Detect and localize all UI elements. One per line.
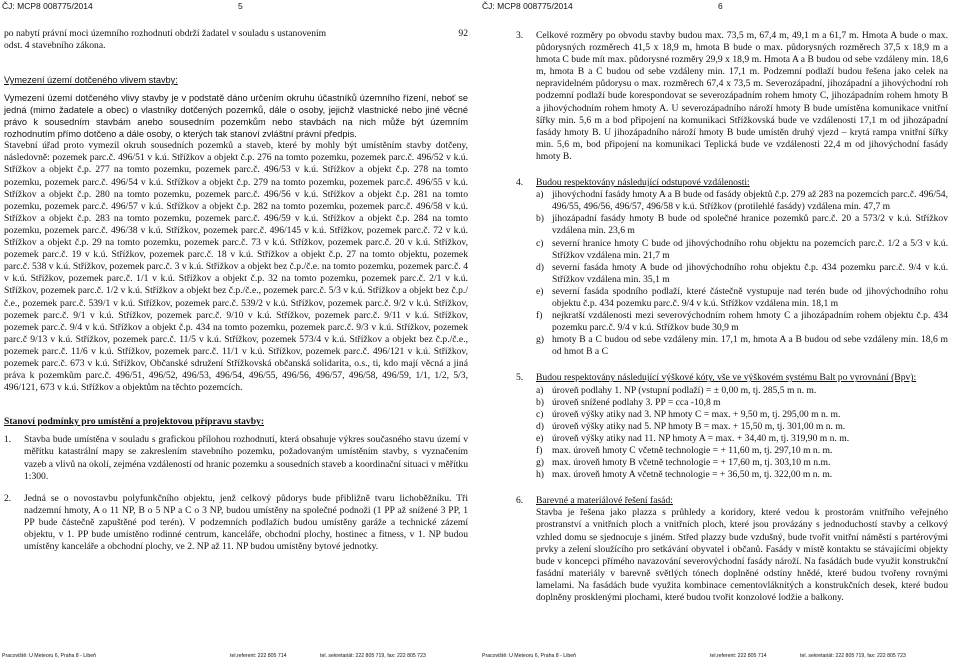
sub-item-text: max. úroveň hmoty B včetně technologie = + 17,60 m, tj. 303,10 m n.m. bbox=[552, 457, 831, 469]
footer-workplace: Pracoviště: U Meteoru 6, Praha 8 - Libeň bbox=[482, 653, 576, 659]
footer-referent: tel.referent: 222 805 714 bbox=[710, 653, 767, 659]
sub-item-text: jihozápadní fasády hmoty B bude od společné hranice pozemků parc.č. 20 a 573/2 v k.ú. Střížkov vzdálena min. 23,6 m bbox=[552, 213, 948, 237]
condition-number: 2. bbox=[4, 492, 12, 504]
sub-item bbox=[536, 433, 948, 445]
document-reference: ČJ: MCP8 008775/2014 bbox=[2, 1, 93, 11]
condition-text: Jedná se o novostavbu polyfunkčního objektu, jenž celkový půdorys bude přibližně tvaru lichoběžníku. Tři nadzemní hmoty, A o 11 NP, B o 5 NP a C o 3 NP, budou umístěny na společné podnoži (1 PP až snížené 3 PP, 1 PP bude částečně zapuštěné pod terén). V podzemních podlažích budou umístěny garáže a technické zázemí objektu, v 1. PP bude umístěno rodinné centrum, kanceláře, obchodní plochy, hostinec a fitness, v 1. NP budou umístěny kanceláře a obchodní plochy, ve 2. NP až 11. NP budou umístěny bytové jednotky. bbox=[24, 492, 468, 553]
sub-item-text: max. úroveň hmoty A včetně technologie = + 36,50 m, tj. 322,00 m n. m. bbox=[552, 469, 833, 481]
sub-item bbox=[536, 445, 948, 457]
sub-item bbox=[536, 262, 948, 286]
page-body bbox=[4, 28, 468, 553]
conditions-heading: Stanoví podmínky pro umístění a projektovou přípravu stavby: bbox=[4, 416, 265, 428]
condition-number: 3. bbox=[516, 30, 524, 41]
sub-item bbox=[536, 334, 948, 358]
sub-item-letter: a) bbox=[536, 189, 544, 201]
sub-item-text: jihovýchodní fasády hmoty A a B bude od fasády objektů č.p. 279 až 283 na pozemcích parc.č. 496/54, 496/55, 496/56, 496/57, 496/58 v k.ú. Střížkov (protilehlé fasády) vzdálena min. 47,7 m bbox=[552, 189, 948, 213]
sub-item-letter: d) bbox=[536, 261, 544, 273]
sub-item-text: úroveň podlahy 1. NP (vstupní podlaží) = ± 0,00 m, tj. 285,5 m n. m. bbox=[552, 384, 817, 396]
sub-item-letter: b) bbox=[536, 213, 544, 225]
footer-referent: tel.referent: 222 805 714 bbox=[230, 653, 287, 659]
sub-item bbox=[536, 409, 948, 421]
condition-item bbox=[4, 493, 468, 553]
sub-item-letter: e) bbox=[536, 432, 544, 444]
sub-item bbox=[536, 189, 948, 213]
page-header bbox=[0, 0, 470, 12]
sub-item-text: max. úroveň hmoty C včetně technologie = + 11,60 m, tj. 297,10 m n. m. bbox=[552, 445, 833, 456]
condition-number: 5. bbox=[516, 372, 524, 384]
condition-text: Stavba bude umístěna v souladu s grafickou přílohou rozhodnutí, která obsahuje výkres současného stavu území v měřítku katastrální mapy se zakreslením stavebního pozemku, požadovaným umístěním stavby, s vyznačením vazeb a vlivů na okolí, zejména vzdáleností od hranic pozemku a sousedních staveb a koordinační situaci v měřítku 1:300. bbox=[24, 434, 468, 482]
sub-item-text: severní fasáda hmoty A bude od jihovýchodního rohu objektu č.p. 434 pozemku parc.č. 9/4 v k.ú. Střížkov vzdálena min. 35,1 m bbox=[552, 261, 948, 285]
section-heading: Vymezení území dotčeného vlivem stavby: bbox=[4, 75, 178, 86]
condition-item bbox=[516, 495, 948, 604]
sub-item-text: hmoty B a C budou od sebe vzdáleny min. 17,1 m, hmota A a B budou od sebe vzdáleny min. 18,6 m od hmot B a C bbox=[552, 334, 948, 358]
footer-secretariat: tel. sekretariát: 222 805 719, fax: 222 805 723 bbox=[800, 653, 906, 659]
condition-heading: Budou respektovány následující výškové kóty, vše ve výškovém systému Balt po vyrovnání (Bpv): bbox=[536, 372, 917, 384]
page-right bbox=[480, 0, 960, 662]
sub-item-letter: e) bbox=[536, 285, 544, 297]
sub-item bbox=[536, 385, 948, 397]
footer-secretariat: tel. sekretariát: 222 805 719, fax: 222 805 723 bbox=[320, 653, 426, 659]
sub-item bbox=[536, 421, 948, 433]
sub-item-letter: d) bbox=[536, 420, 544, 432]
sub-item-letter: b) bbox=[536, 396, 544, 408]
sub-item-text: severní hranice hmoty C bude od jihovýchodního rohu objektu na pozemcích parc.č. 1/2 a 5/3 v k.ú. Střížkov vzdálena min. 21,7 m bbox=[552, 237, 948, 261]
condition-text: Celkové rozměry po obvodu stavby budou max. 73,5 m, 67,4 m, 49,1 m a 61,7 m. Hmota A bude o max. půdorysných rozměrech 41,5 x 18,9 m, hmota B bude o max. půdorysných rozměrech 37,5 x 18,9 m a hmota C bude mít max. půdorysné rozměry 29,9 x 18,9 m. Hmota A a B budou od sebe vzdáleny min. 18,6 m, hmota B a C budou od sebe vzdáleny min. 17,1 m. Podzemní podlaží budou řešena jako celek na nepravidelném půdorysu o max. rozměrech 67,4 x 73,5 m. Severozápadní, jihozápadní a jihovýchodní roh podzemní podlaží bude korespondovat se severozápadním rohem hmoty C, jihozápadním rohem hmoty B a jihovýchodním rohem hmoty A. U severozápadního nároží hmoty B bude umístěna komunikace vnitřní šířky min. 5,6 m a bod připojení na komunikaci Střížkovská bude ve vzdálenosti 17,1 m od jihozápadní fasády hmoty B. U jihozápadního nároží hmoty B bude umístěn druhý vjezd – krytá rampa vnitřní šířky min. 5,6 m, bod připojení na komunikaci Teplická bude ve vzdálenosti 22,4 m od jihovýchodní fasády hmoty B. bbox=[536, 30, 948, 162]
sub-item-letter: a) bbox=[536, 384, 544, 396]
condition-number: 4. bbox=[516, 177, 524, 189]
sub-item-letter: f) bbox=[536, 310, 543, 322]
sub-item-letter: g) bbox=[536, 457, 544, 469]
sub-item bbox=[536, 213, 948, 237]
sub-item-text: úroveň snížené podlahy 3. PP = cca -10,8 m bbox=[552, 396, 721, 408]
sub-item-letter: c) bbox=[536, 408, 544, 420]
page-header bbox=[480, 0, 950, 12]
page-number: 5 bbox=[238, 1, 243, 11]
sub-item-text: úroveň výšky atiky nad 3. NP hmoty C = max. + 9,50 m, tj. 295,00 m n. m. bbox=[552, 408, 841, 420]
sub-item bbox=[536, 310, 948, 334]
intro-line-1: po nabytí právní moci územního rozhodnutí obdrží žadatel v souladu s ustanovením bbox=[4, 28, 327, 39]
page-footer bbox=[480, 650, 958, 662]
page-number: 6 bbox=[718, 1, 723, 11]
sub-item bbox=[536, 469, 948, 481]
affected-area-paragraph: Vymezení území dotčeného vlivy stavby je v podstatě dáno určením okruhu účastníků územního řízení, neboť se jedná (mimo žadatele a obec) o vlastníky dotčených pozemků, dále o osoby, jejichž vlastnické nebo jiné věcné právo k sousedním stavbám anebo sousedním pozemkům nebo stavbách na nich může být územním rozhodnutím přímo dotčeno a dále osoby, o kterých tak stanoví zvláštní právní předpis. bbox=[4, 93, 468, 140]
sub-item-text: severní fasáda spodního podlaží, které částečně vystupuje nad terén bude od jihovýchodního rohu objektu č.p. 434 pozemku parc.č. 9/4 v k.ú. Střížkov vzdálena min. 18,1 m bbox=[552, 285, 948, 309]
sub-item-letter: c) bbox=[536, 237, 544, 249]
sub-item-text: úroveň výšky atiky nad 5. NP hmoty B = max. + 15,50 m, tj. 301,00 m n. m. bbox=[552, 420, 846, 432]
condition-number: 6. bbox=[516, 495, 524, 507]
neighbour-plots-paragraph: Stavební úřad proto vymezil okruh sousedních pozemků a staveb, které by mohly být umístěním stavby dotčeny, následovně: pozemek parc.č. 496/51 v k.ú. Střížkov a objekt č.p. 276 na tomto pozemku, pozemek parc.č. 496/52 v k.ú. Střížkov a objekt č.p. 277 na tomto pozemku, pozemek parc.č. 496/53 v k.ú. Střížkov a objekt č.p. 278 na tomto pozemku, pozemek parc.č. 496/54 v k.ú. Střížkov a objekt č.p. 279 na tomto pozemku, pozemek parc.č. 496/55 v k.ú. Střížkov a objekt č.p. 280 na tomto pozemku, pozemek parc.č. 496/56 v k.ú. Střížkov a objekt č.p. 281 na tomto pozemku, pozemek parc.č. 496/57 v k.ú. Střížkov a objekt č.p. 282 na tomto pozemku, pozemek parc.č. 496/58 v k.ú. Střížkov a objekt č.p. 283 na tomto pozemku, pozemek parc.č. 496/59 v k.ú. Střížkov a objekt č.p. 284 na tomto pozemku, pozemek parc.č. 496/38 v k.ú. Střížkov, pozemek parc.č. 496/145 v k.ú. Střížkov, pozemek parc.č. 72 v k.ú. Střížkov a objekt č.p. 29 na tomto pozemku, pozemek parc.č. 73 v k.ú. Střížkov, pozemek parc.č. 20 v k.ú. Střížkov, pozemek parc.č. 19 v k.ú. Střížkov, pozemek parc.č. 18 v k.ú. Střížkov a objekt č.p. 27 na tomto objektu, pozemek parc.č. 538 v k.ú. Střížkov, pozemek parc.č. 3 v k.ú. Střížkov a objekt bez č.p./č.e. na tomto pozemku, pozemek parc.č. 4 v k.ú. Střížkov, pozemek parc.č. 1/1 v k.ú. Střížkov a objekt č.p. 32 na tomto pozemku, pozemek parc.č. 2/1 v k.ú. Střížkov, pozemek parc.č. 1/2 v k.ú. Střížkov a objekt bez č.p./č.e., pozemek parc.č. 5/3 v k.ú. Střížkov a objekt bez č.p./č.e., pozemek parc.č. 539/1 v k.ú. Střížkov, pozemek parc.č. 539/2 v k.ú. Střížkov, pozemek parc.č. 9/2 v k.ú. Střížkov, pozemek parc.č. 9/1 v k.ú. Střížkov, pozemek parc.č. 9/10 v k.ú. Střížkov, pozemek parc.č. 9/11 v k.ú. Střížkov, pozemek parc.č. 9/4 v k.ú. Střížkov a objekt č.p. 434 na tomto pozemku, pozemek parc.č. 9/3 v k.ú. Střížkov, pozemek parc.č 9/13 v k.ú. Střížkov, pozemek parc.č. 11/5 v k.ú. Střížkov, pozemek 573/4 v k.ú. Střížkov a objekt bez č.p./č.e., pozemek parc.č. 11/6 v k.ú. Střížkov, pozemek parc.č. 11/1 v k.ú. Střížkov, pozemek parc.č. 496/121 v k.ú. Střížkov, pozemek parc.č. 673 v k.ú. Střížkov, Občanské sdružení Střížkovská občanská solidarita, o.s., ti, kdo mají věcná a jiná práva k pozemkům parc.č. 496/51, 496/52, 496/53, 496/54, 496/55, 496/56, 496/57, 496/58, 496/59, 1/1, 1/2, 5/3, 496/121, 673 v k.ú. Střížkov a objektům na těchto pozemcích. bbox=[4, 140, 468, 394]
page-body bbox=[516, 30, 948, 604]
sub-item bbox=[536, 238, 948, 262]
sub-item bbox=[536, 397, 948, 409]
condition-text: Stavba je řešena jako plazza s průhledy a koridory, které vedou k prostorám vnitřního veřejného prostranství a vnitřních ploch a vnitřních ploch, které jsou provázány s jednoduchostí stavby a celkový vzhled domu se sjednocuje s jiném. Střed plazzy bude vzdušný, bude tvořit vnitřní náměstí s partérovými prvky a zelení sloužícího pro setkávání obyvatel i občanů. Fasády v místě kontaktu se stávajícími objekty bude v koncepci přímého navazování severovýchodní fasády nároží. Na fasádách bude využit konstrukční fasádní materiály v barevně světlých tónech doplněné odstíny hnědé, které budou tvořeny rovnými lamelami. Na fasádách bude využita kombinace cementovláknitých a konstrukčních desek, které budou doplněny prosklenými plochami, které budou tvořit konzolové lodžie a balkony. bbox=[536, 507, 948, 604]
condition-item bbox=[516, 177, 948, 358]
sub-item-text: nejkratší vzdálenosti mezi severovýchodním rohem hmoty C a jihozápadním rohem objektu č.p. 434 pozemku parc.č. 9/4 v k.ú. Střížkov bude 30,9 m bbox=[552, 310, 948, 334]
page-footer bbox=[0, 650, 478, 662]
document-reference: ČJ: MCP8 008775/2014 bbox=[482, 1, 573, 11]
condition-item bbox=[516, 30, 948, 163]
sub-item-letter: g) bbox=[536, 334, 544, 346]
condition-item bbox=[516, 372, 948, 481]
intro-section-ref: 92 bbox=[458, 28, 468, 39]
sub-item bbox=[536, 286, 948, 310]
intro-line-2: odst. 4 stavebního zákona. bbox=[4, 40, 106, 52]
sub-item-letter: f) bbox=[536, 445, 543, 456]
footer-workplace: Pracoviště: U Meteoru 6, Praha 8 - Libeň bbox=[2, 653, 96, 659]
condition-heading: Barevné a materiálové řešení fasád: bbox=[536, 495, 673, 507]
sub-item-letter: h) bbox=[536, 469, 544, 481]
sub-item-text: úroveň výšky atiky nad 11. NP hmoty A = max. + 34,40 m, tj. 319,90 m n. m. bbox=[552, 432, 850, 444]
sub-item bbox=[536, 457, 948, 469]
intro-paragraph bbox=[4, 28, 468, 40]
condition-item bbox=[4, 434, 468, 482]
condition-number: 1. bbox=[4, 434, 12, 446]
condition-heading: Budou respektovány následující odstupové vzdálenosti: bbox=[536, 177, 750, 189]
